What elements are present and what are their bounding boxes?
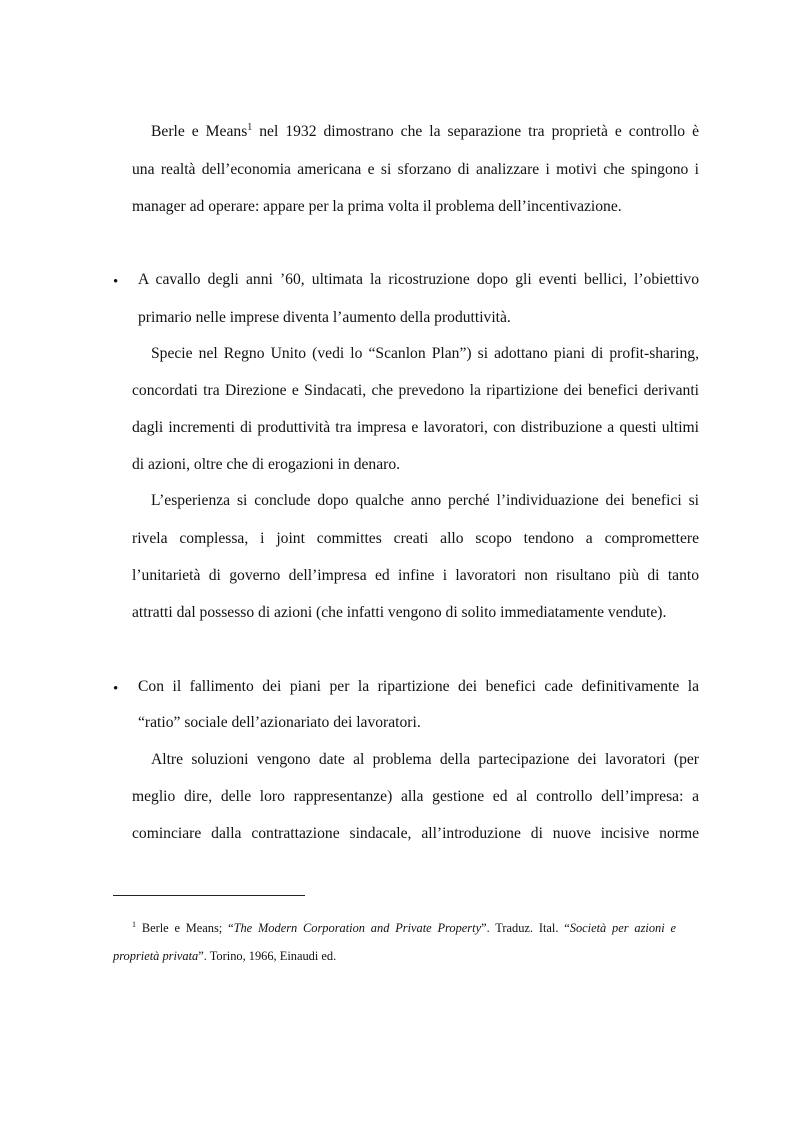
paragraph-line: Berle e Means$^1$ nel 1932 dimostrano che la separazione tra proprietà e controllo è xyxy=(151,122,700,140)
paragraph-line: dagli incrementi di produttività tra impresa e lavoratori, con distribuzione a questi ultimi xyxy=(132,419,699,436)
footnote-reference[interactable]: 1 xyxy=(247,122,253,133)
paragraph-line: L’esperienza si conclude dopo qualche anno perché l’individuazione dei benefici si xyxy=(151,492,699,509)
bullet-icon: • xyxy=(113,274,119,290)
list-item-line: primario nelle imprese diventa l’aumento della produttività. xyxy=(138,309,511,326)
list-item-line: A cavallo degli anni ’60, ultimata la ricostruzione dopo gli eventi bellici, l’obiettivo xyxy=(138,271,699,288)
list-item-line: Con il fallimento dei piani per la ripartizione dei benefici cade definitivamente la xyxy=(138,678,699,695)
paragraph-line: di azioni, oltre che di erogazioni in denaro. xyxy=(132,456,401,473)
paragraph-line: attratti dal possesso di azioni (che infatti vengono di solito immediatamente vendute). xyxy=(132,604,667,621)
paragraph-line: concordati tra Direzione e Sindacati, che prevedono la ripartizione dei benefici derivanti xyxy=(132,382,699,399)
footnote-line: $^1$ Berle e Means; “The Modern Corporation and Private Property”. Traduz. Ital. “Società per azioni e xyxy=(132,920,676,935)
paragraph-line: l’unitarietà di governo dell’impresa ed infine i lavoratori non risultano più di tanto xyxy=(132,567,699,584)
list-item-line: “ratio” sociale dell’azionariato dei lavoratori. xyxy=(138,714,421,731)
footnote-number: 1 xyxy=(132,920,136,929)
paragraph-line: cominciare dalla contrattazione sindacale, all’introduzione di nuove incisive norme xyxy=(132,825,699,842)
paragraph-line: meglio dire, delle loro rappresentanze) alla gestione ed al controllo dell’impresa: a xyxy=(132,788,699,805)
footnote-line: proprietà privata”. Torino, 1966, Einaudi ed. xyxy=(113,949,337,963)
footnote-separator xyxy=(113,895,305,896)
paragraph-line: rivela complessa, i joint committes creati allo scopo tendono a compromettere xyxy=(132,530,699,547)
paragraph-line: Altre soluzioni vengono date al problema della partecipazione dei lavoratori (per xyxy=(151,751,699,768)
paragraph-line: una realtà dell’economia americana e si sforzano di analizzare i motivi che spingono i xyxy=(132,161,699,178)
paragraph-line: Specie nel Regno Unito (vedi lo “Scanlon Plan”) si adottano piani di profit-sharing, xyxy=(151,345,699,362)
paragraph-line: manager ad operare: appare per la prima volta il problema dell’incentivazione. xyxy=(132,198,622,215)
bullet-icon: • xyxy=(113,681,119,697)
